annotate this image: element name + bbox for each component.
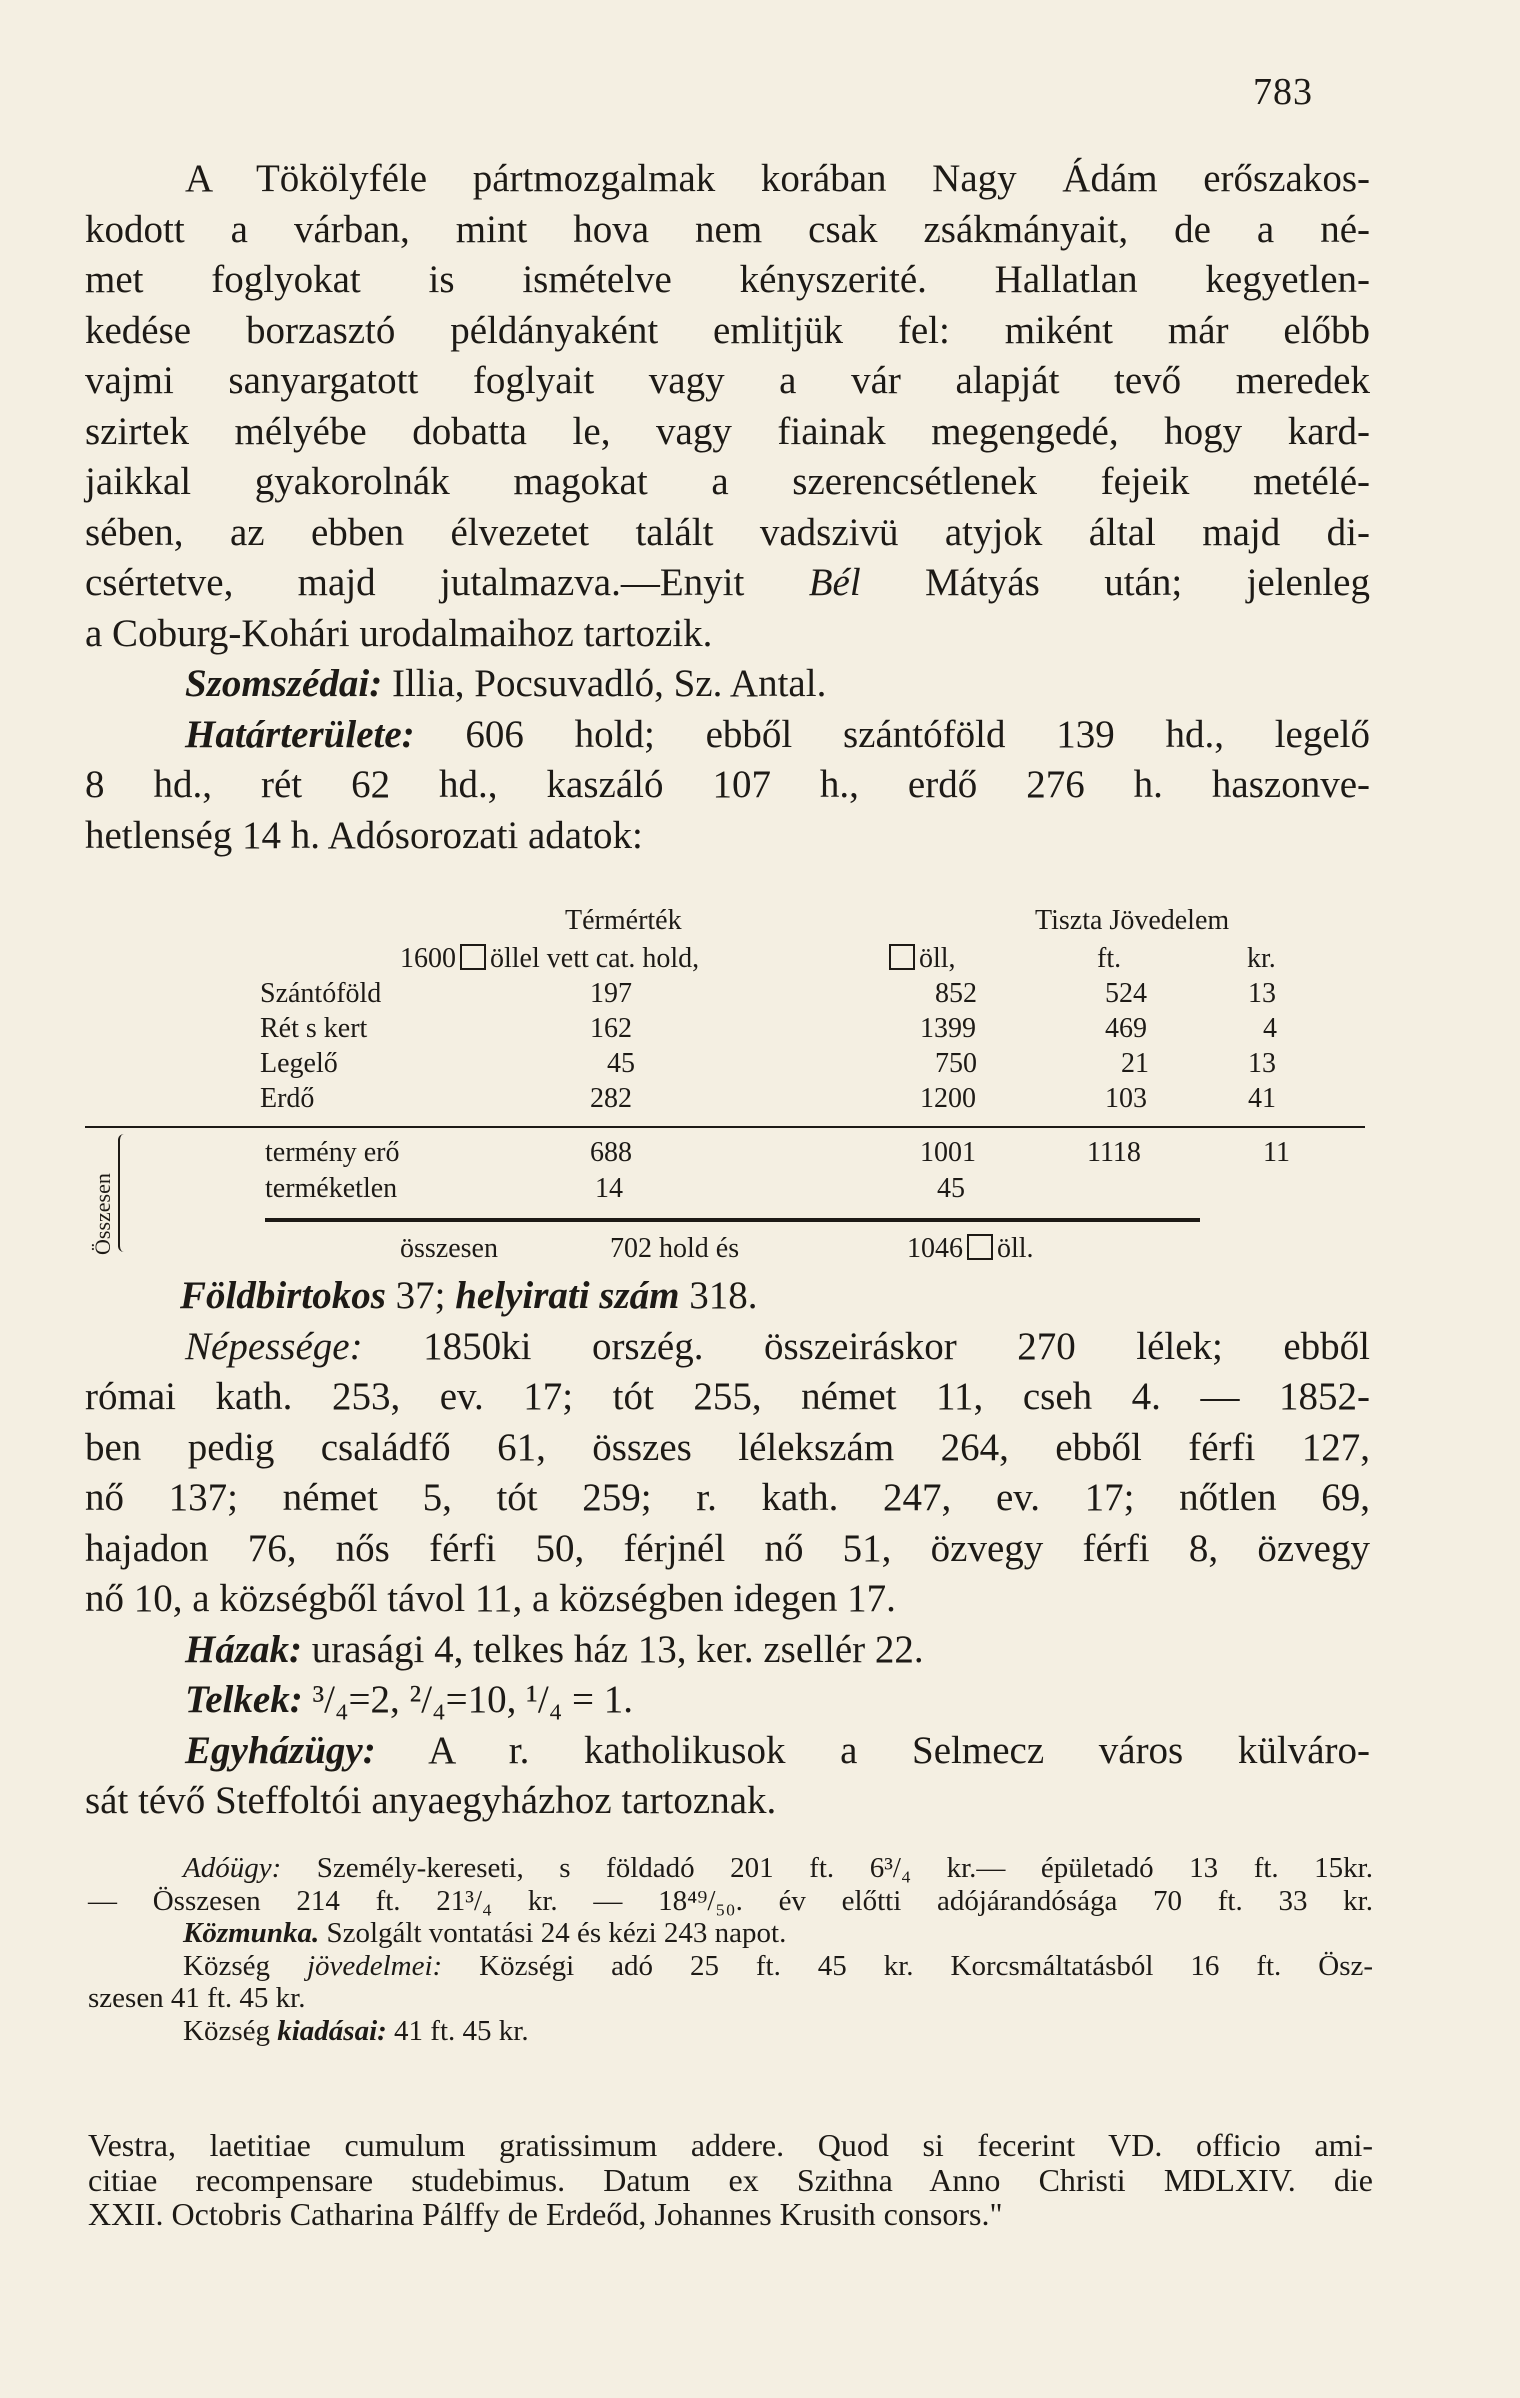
section-text: 318. (689, 1274, 758, 1317)
text-line: A Tökölyféle pártmozgalmak korában Nagy Ádám erőszakos- (185, 157, 1370, 200)
row-hold: 197 (590, 978, 632, 1009)
row-oll: 852 (935, 978, 977, 1009)
subheader-kr: kr. (1247, 943, 1276, 974)
row-kr: 13 (1248, 978, 1276, 1009)
kiadasai-line (88, 2015, 1373, 2048)
italic-name: Bél (808, 561, 861, 604)
section-label: Népessége: (185, 1324, 363, 1368)
row-ft: 524 (1105, 978, 1147, 1009)
text-line: hajadon 76, nős férfi 50, férjnél nő 51, özvegy férfi 8, özvegy (85, 1526, 1370, 1570)
section-text: 1850ki orszég. összeiráskor 270 lélek; ebből (423, 1324, 1370, 1368)
section-label: Földbirtokos (180, 1274, 386, 1317)
side-label-text: Összesen (90, 1173, 115, 1255)
note-text: Község (183, 1949, 270, 1982)
row-ft: 21 (1121, 1048, 1149, 1079)
subheader-1600 (400, 943, 699, 975)
tax-table (85, 905, 1370, 1265)
header-tiszta-jovedelem: Tiszta Jövedelem (1035, 905, 1230, 936)
section-text: Illia, Pocsuvadló, Sz. Antal. (391, 662, 827, 705)
text-line: nő 137; német 5, tót 259; r. kath. 247, ev. 17; nőtlen 69, (85, 1476, 1370, 1519)
quote-line: Vestra, laetitiae cumulum gratissimum addere. Quod si fecerint VD. officio ami- (88, 2127, 1373, 2163)
tax-notes (88, 1852, 1373, 2047)
note-label: kiadásai: (277, 2014, 387, 2047)
sub-1600: 1600 (400, 943, 456, 974)
termeketlen-hold: 14 (595, 1173, 623, 1204)
section-label: Határterülete: (185, 712, 415, 756)
note-text: Községi adó 25 ft. 45 kr. Korcsmáltatásból 16 ft. Ösz- (479, 1949, 1374, 1982)
hazak-line (85, 1625, 1370, 1676)
termeny-hold: 688 (590, 1137, 632, 1168)
row-name: Rét s kert (260, 1013, 368, 1044)
row-oll: 750 (935, 1048, 977, 1079)
egyhazugy-line (85, 1726, 1370, 1777)
section-text: A r. katholikusok a Selmecz város külváro- (428, 1728, 1370, 1772)
section-text: urasági 4, telkes ház 13, ker. zsellér 22. (311, 1627, 924, 1671)
osszesen-hold: 702 hold és (610, 1233, 740, 1264)
row-oll: 1399 (920, 1013, 976, 1044)
square-fathom-icon (889, 944, 915, 970)
foldbirtokos-line (85, 1271, 1370, 1322)
sum-divider (265, 1218, 1200, 1222)
text-line: jaikkal gyakorolnák magokat a szerencsétlenek fejeik metélé- (85, 460, 1370, 503)
text-line: vajmi sanyargatott foglyait vagy a vár alapját tevő meredek (85, 359, 1370, 402)
side-label (88, 1132, 118, 1262)
section-label: Szomszédai: (185, 662, 383, 705)
text-line: hetlenség 14 h. Adósorozati adatok: (85, 813, 643, 857)
row-hold: 282 (590, 1083, 632, 1114)
termeny-ft: 1118 (1087, 1137, 1141, 1168)
row-kr: 4 (1263, 1013, 1277, 1044)
note-line: szesen 41 ft. 45 kr. (88, 1982, 306, 2014)
text-line (85, 558, 1370, 609)
jovedelmei-line (88, 1950, 1373, 1983)
latin-quote (88, 2128, 1373, 2232)
szomszedai-line (85, 659, 1370, 710)
text-line: nő 10, a községből távol 11, a községben idegen 17. (85, 1577, 896, 1620)
subheader-oll (885, 943, 956, 975)
note-line: — Összesen 214 ft. 21³/₄ kr. — 18⁴⁹/₅₀. év előtti adójárandósága 70 ft. 33 kr. (88, 1884, 1373, 1917)
lower-section (85, 1271, 1370, 1827)
text-line: sében, az ebben élvezetet talált vadszivü atyjok által majd di- (85, 510, 1370, 554)
row-kr: 41 (1248, 1083, 1276, 1114)
sub-ollel: öllel vett cat. hold, (490, 943, 700, 974)
row-hold: 45 (607, 1048, 635, 1079)
kozmunka-line (88, 1917, 1373, 1950)
termeny-kr: 11 (1263, 1137, 1290, 1168)
termeketlen-name: terméketlen (265, 1173, 398, 1204)
note-text: Személy-kereseti, s földadó 201 ft. 6³/₄ kr.— épületadó 13 ft. 15kr. (316, 1852, 1373, 1884)
hatarterulete-line (85, 710, 1370, 761)
termeketlen-oll: 45 (937, 1173, 965, 1204)
text-line: szirtek mélyébe dobatta le, vagy fiainak megengedé, hogy kard- (85, 409, 1370, 453)
text-segment: Mátyás után; jelenleg (925, 561, 1370, 604)
header-termertek: Térmérték (565, 905, 682, 936)
square-fathom-icon (967, 1234, 993, 1260)
text-line: kodott a várban, mint hova nem csak zsákmányait, de a né- (85, 207, 1370, 251)
row-ft: 469 (1105, 1013, 1147, 1044)
section-text: ³/₄=2, ²/₄=10, ¹/₄ = 1. (312, 1678, 634, 1721)
quote-line: citiae recompensare studebimus. Datum ex Szithna Anno Christi MDLXIV. die (88, 2161, 1373, 2198)
row-oll: 1200 (920, 1083, 976, 1114)
table-divider (85, 1126, 1365, 1128)
section-text: 37; (395, 1274, 446, 1317)
termeny-oll: 1001 (920, 1137, 976, 1168)
page-number: 783 (1253, 71, 1313, 113)
text-line: kedése borzasztó példányaként emlitjük fel: miként már előbb (85, 308, 1370, 352)
text-line: 8 hd., rét 62 hd., kaszáló 107 h., erdő 276 h. haszonve- (85, 763, 1370, 806)
row-kr: 13 (1248, 1048, 1276, 1079)
row-hold: 162 (590, 1013, 632, 1044)
row-ft: 103 (1105, 1083, 1147, 1114)
sub-oll: öll, (919, 943, 956, 974)
text-line: római kath. 253, ev. 17; tót 255, német 11, cseh 4. — 1852- (85, 1375, 1370, 1418)
section-label: Egyházügy: (185, 1728, 376, 1772)
text-line: met foglyokat is ismételve kényszerité. Hallatlan kegyetlen- (85, 258, 1370, 301)
note-text: Község (183, 2014, 270, 2047)
row-name: Erdő (260, 1083, 315, 1114)
section-label: Házak: (185, 1627, 302, 1671)
termeny-name: termény erő (265, 1137, 400, 1168)
note-label: Adóügy: (183, 1852, 282, 1884)
telkek-line (85, 1675, 1370, 1726)
section-label: Telkek: (185, 1678, 303, 1721)
note-label: Közmunka. (183, 1917, 320, 1949)
quote-line: XXII. Octobris Catharina Pálffy de Erdeőd, Johannes Krusith consors." (88, 2196, 1003, 2232)
row-name: Szántóföld (260, 978, 382, 1009)
row-name: Legelő (260, 1048, 338, 1079)
square-fathom-icon (460, 944, 486, 970)
text-line: a Coburg-Kohári urodalmaihoz tartozik. (85, 611, 713, 655)
nepessege-line (85, 1322, 1370, 1373)
text-line: ben pedig családfő 61, összes lélekszám 264, ebből férfi 127, (85, 1425, 1370, 1469)
section-text: 606 hold; ebből szántóföld 139 hd., legelő (465, 712, 1370, 756)
section-label: helyirati szám (455, 1274, 680, 1317)
note-text: Szolgált vontatási 24 és kézi 243 napot. (326, 1917, 787, 1949)
subheader-ft: ft. (1097, 943, 1122, 974)
adougy-line (88, 1852, 1373, 1885)
osszesen-unit: öll. (997, 1233, 1034, 1264)
osszesen-oll (907, 1233, 1034, 1265)
osszesen-name: összesen (400, 1233, 498, 1264)
text-line: sát tévő Steffoltói anyaegyházhoz tartoznak. (85, 1779, 777, 1822)
osszesen-oll-value: 1046 (907, 1233, 963, 1264)
main-paragraph (85, 154, 1370, 861)
note-label: jövedelmei: (306, 1949, 443, 1982)
note-text: 41 ft. 45 kr. (394, 2014, 529, 2047)
brace (118, 1134, 134, 1252)
text-segment: csértetve, majd jutalmazva.—Enyit (85, 561, 745, 604)
